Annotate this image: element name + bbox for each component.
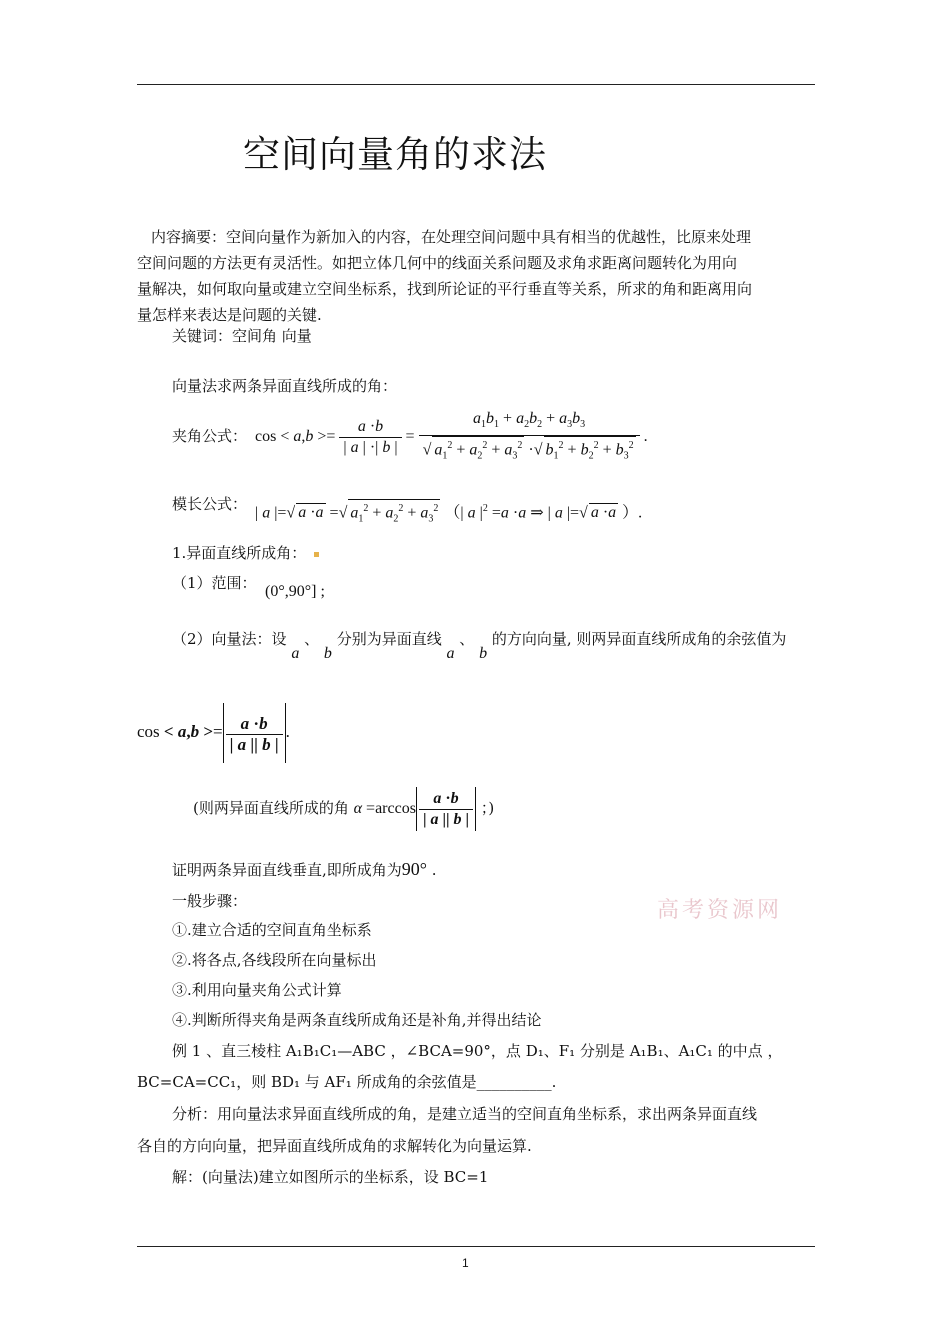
perpendicular-note: 证明两条异面直线垂直,即所成角为90° . [172, 859, 437, 879]
solution-line: 解：(向量法)建立如图所示的坐标系，设 BC=1 [172, 1168, 489, 1186]
example-line-2: BC=CA=CC₁，则 BD₁ 与 AF₁ 所成角的余弦值是__________. [137, 1073, 557, 1091]
range-value: (0°,90°] ; [265, 583, 325, 600]
abstract-line-2: 空间问题的方法更有灵活性。如把立体几何中的线面关系问题及求角求距离问题转化为用向 [137, 254, 738, 272]
keywords: 关键词：空间角 向量 [172, 327, 312, 345]
step-item: ②.将各点,各线段所在向量标出 [172, 951, 377, 969]
abstract-line-3: 量解决，如何取向量或建立空间坐标系，找到所论证的平行垂直等关系，所求的角和距离用向 [137, 280, 753, 298]
watermark: 高考资源网 [657, 898, 783, 923]
footer-rule [137, 1246, 815, 1247]
example-line-1: 例 1 、直三棱柱 A₁B₁C₁—ABC ，∠BCA=90°，点 D₁、F₁ 分别是 A₁B₁、A₁C₁ 的中点 ， [172, 1042, 783, 1060]
vector-method-line: （2）向量法：设 a 、 b 分别为异面直线 a 、 b 的方向向量, 则两异面直线所成角的余弦值为 [172, 630, 787, 662]
marker-dot [314, 552, 319, 557]
step-item: ④.判断所得夹角是两条直线所成角还是补角,并得出结论 [172, 1011, 542, 1029]
range-label: （1）范围： [172, 574, 257, 592]
abstract-line-1: 内容摘要：空间向量作为新加入的内容，在处理空间问题中具有相当的优越性，比原来处理 [151, 228, 752, 246]
angle-formula: cos < a,b >= $\frac{a \cdot b}{| a | \cdot| b |}$ = $\frac{a_1b_1 + a_2b_2 + a_3b_3}{√ a_1^2 + a_2^2 + a_3^2 \cdot√ b_1^2 + b_2^2 + b_3^2}$ . [255, 405, 648, 469]
angle-note: (则两异面直线所成的角 α =arccos $\frac{a \cdot b}{| a || b |}$ ；) [193, 786, 494, 831]
step-item: ③.利用向量夹角公式计算 [172, 981, 342, 999]
section-heading: 向量法求两条异面直线所成的角： [172, 377, 398, 395]
analysis-line-1: 分析：用向量法求异面直线所成的角，是建立适当的空间直角坐标系，求出两条异面直线 [172, 1105, 758, 1123]
length-formula-label: 模长公式： [172, 495, 248, 513]
page-number: 1 [462, 1256, 469, 1270]
abstract-line-4: 量怎样来表达是问题的关键. [137, 306, 322, 324]
steps-heading: 一般步骤： [172, 892, 248, 910]
item1-heading: 1.异面直线所成角： [172, 544, 307, 562]
page-title: 空间向量角的求法 [243, 133, 547, 176]
header-rule [137, 84, 815, 85]
length-formula: | a |=√ a ·a =√ $a_1^2 + a_2^2 + a_3^2$ （| a $|^2 =a \cdot a$ ⇒ | a |=√ a ·a ）. [255, 495, 642, 529]
cos-formula: cos < a,b >= $\frac{a \cdot b}{| a || b |}$ . [137, 702, 290, 763]
step-item: ①.建立合适的空间直角坐标系 [172, 921, 372, 939]
analysis-line-2: 各自的方向向量，把异面直线所成角的求解转化为向量运算. [137, 1137, 532, 1155]
angle-formula-label: 夹角公式： [172, 427, 248, 445]
